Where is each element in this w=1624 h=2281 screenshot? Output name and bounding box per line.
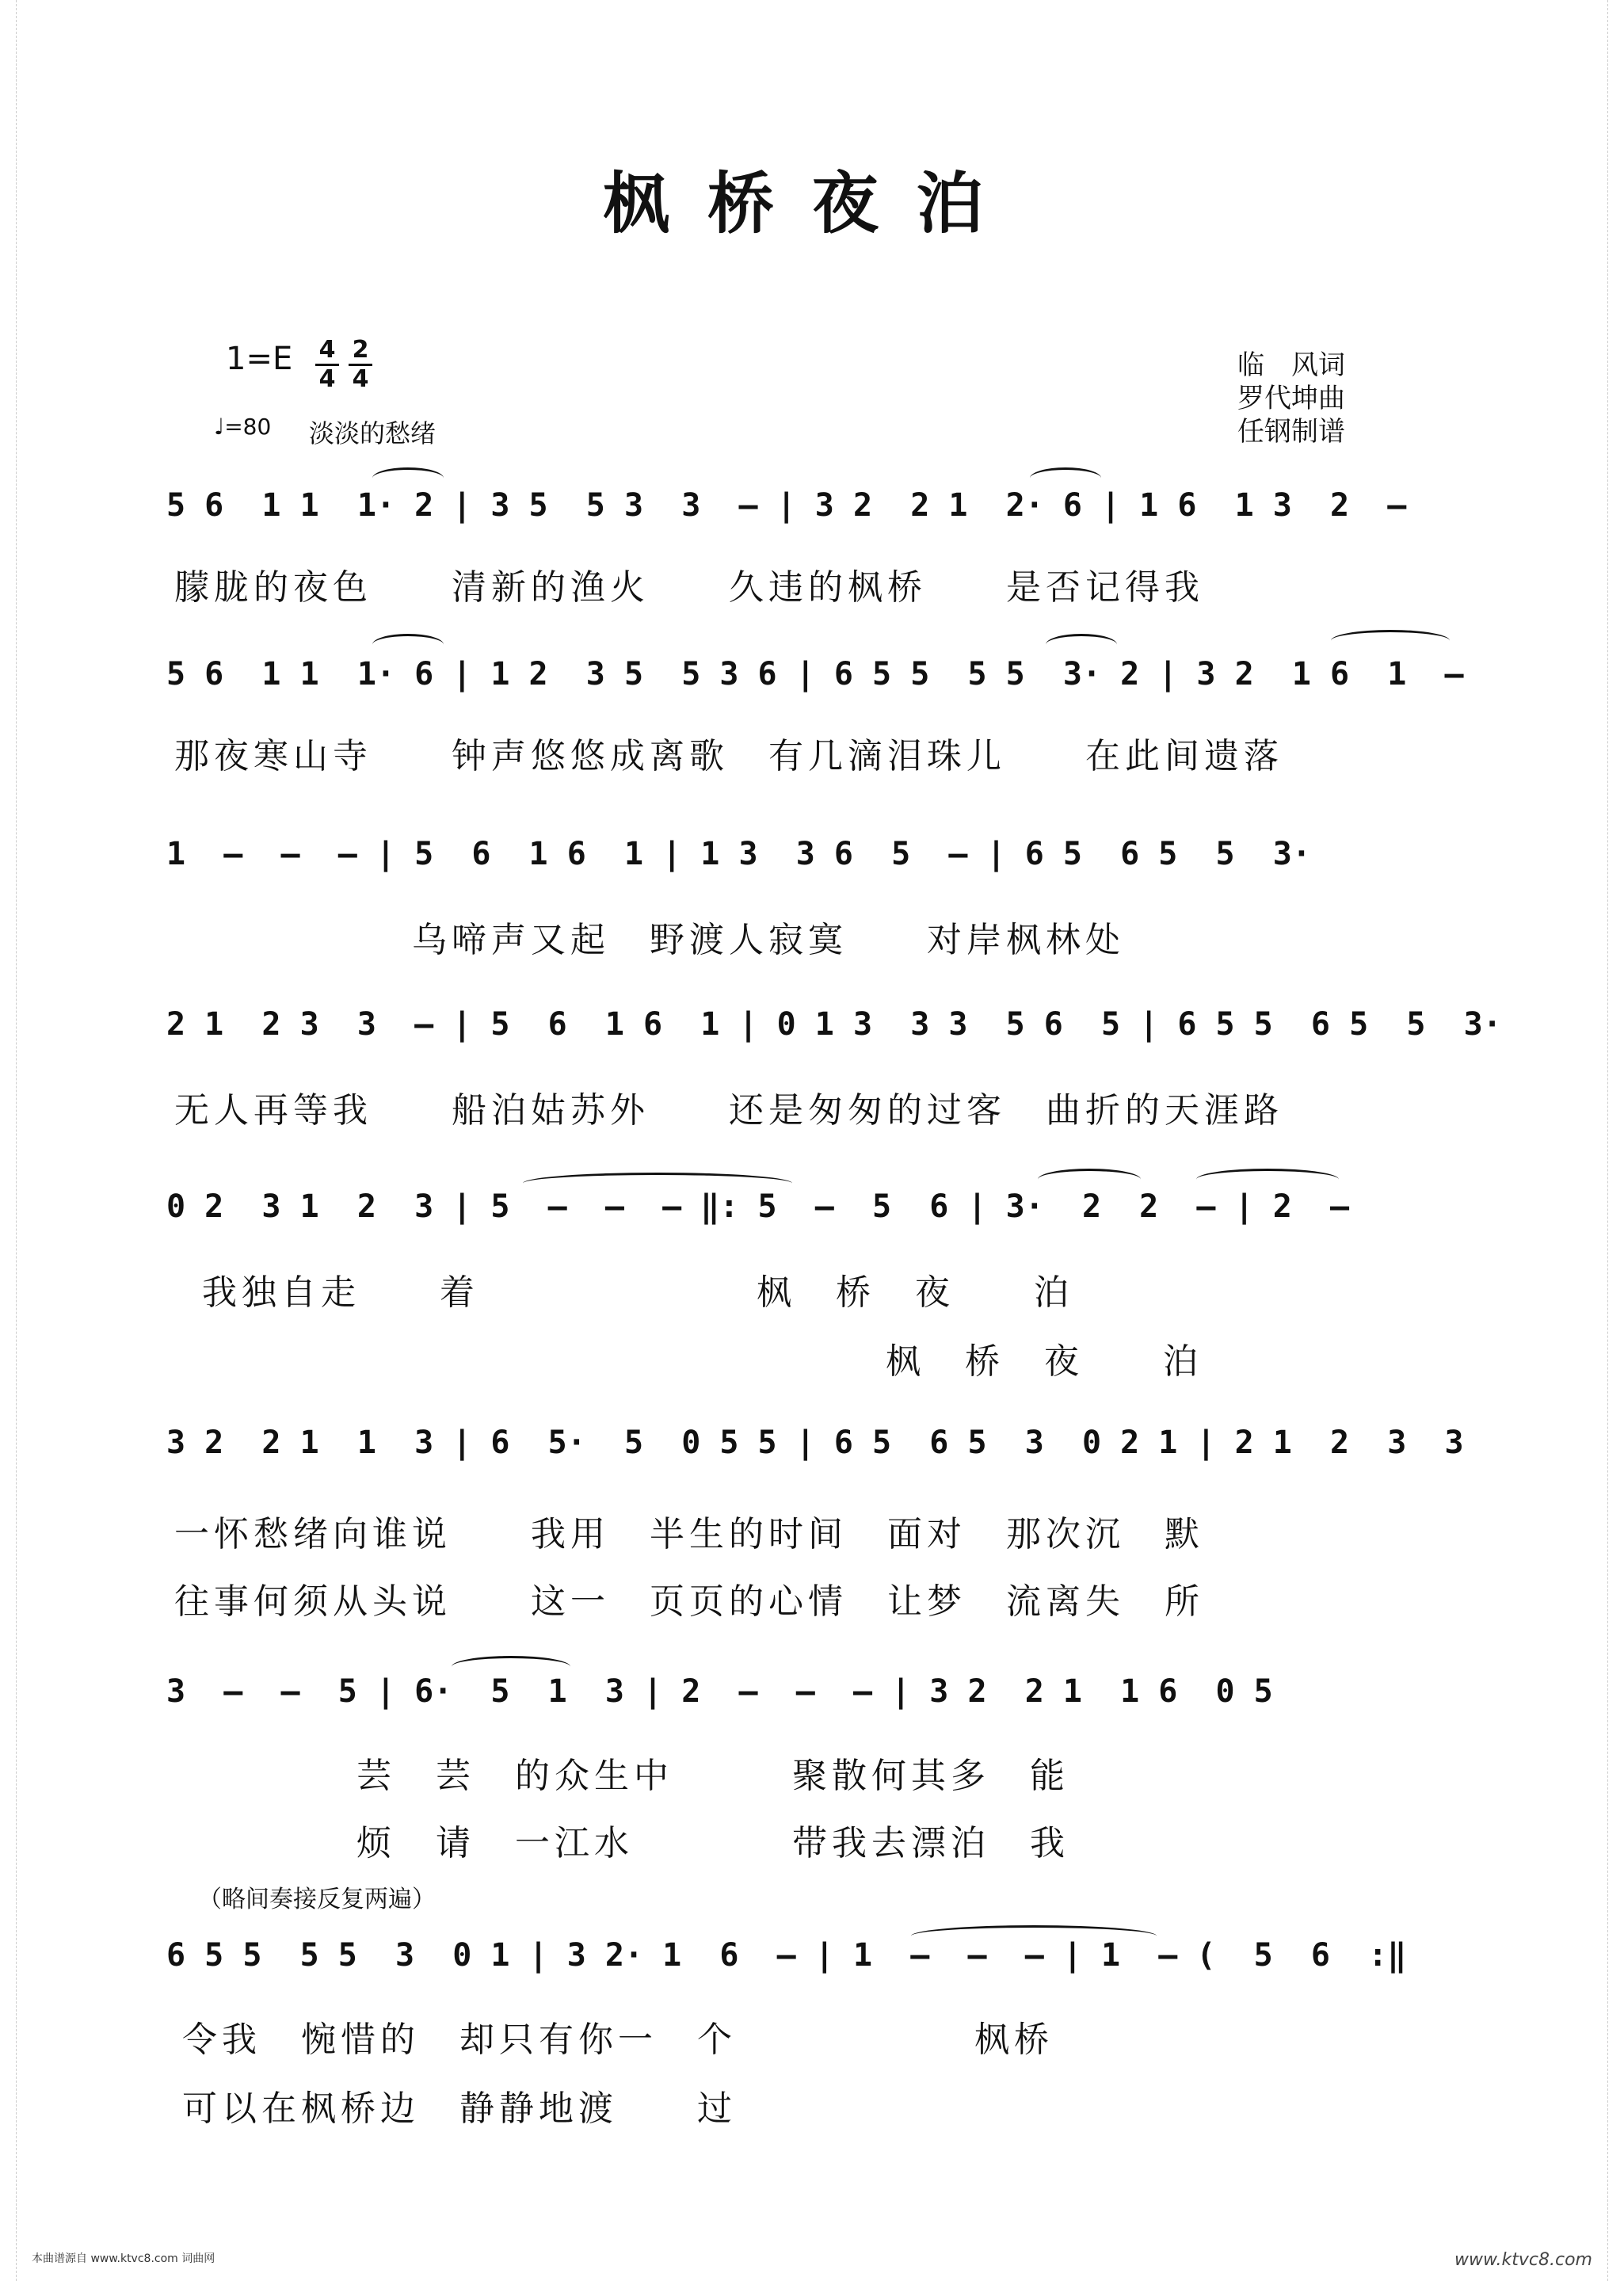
lyrics-line-1: 朦胧的夜色 清新的渔火 久违的枫桥 是否记得我	[174, 567, 1204, 608]
slur-mark	[1196, 1169, 1339, 1190]
left-margin-strip	[0, 0, 17, 2281]
lyrics-line-7a: 芸 芸 的众生中 聚散何其多 能	[356, 1756, 1069, 1796]
lyrics-line-7b: 烦 请 一江水 带我去漂泊 我	[356, 1823, 1069, 1863]
notation-line-7: 3 – – 5 | 6· 5 1 3 | 2 – – – | 3 2 2 1 1 6 0 5	[166, 1673, 1273, 1710]
notation-line-8: 6 5 5 5 5 3 0 1 | 3 2· 1 6 – | 1 – – – | 1 – ( 5 6 :‖	[166, 1937, 1407, 1974]
notation-line-5: 0 2 3 1 2 3 | 5 – – – ‖: 5 – 5 6 | 3· 2 2 – | 2 –	[166, 1188, 1350, 1225]
notation-line-6: 3 2 2 1 1 3 | 6 5· 5 0 5 5 | 6 5 6 5 3 0 2 1 | 2 1 2 3 3	[166, 1425, 1464, 1461]
lyrics-line-6a: 一怀愁绪向谁说 我用 半生的时间 面对 那次沉 默	[174, 1514, 1204, 1554]
time-signature-1: 4 4	[315, 337, 339, 393]
slur-mark	[1038, 1169, 1141, 1190]
credits	[1237, 349, 1345, 448]
slur-mark	[911, 1925, 1157, 1947]
footer-source: 本曲谱源自 www.ktvc8.com 词曲网	[32, 2252, 215, 2265]
lyrics-line-2: 那夜寒山寺 钟声悠悠成离歌 有几滴泪珠儿 在此间遗落	[174, 736, 1283, 776]
slur-mark	[1030, 467, 1101, 489]
footer-watermark: www.ktvc8.com	[1454, 2250, 1592, 2270]
lyrics-line-4: 无人再等我 船泊姑苏外 还是匆匆的过客 曲折的天涯路	[174, 1090, 1283, 1131]
lyrics-line-6b: 往事何须从头说 这一 页页的心情 让梦 流离失 所	[174, 1581, 1204, 1622]
tempo-marking: ♩=80	[214, 414, 272, 440]
lyrics-line-5b: 枫 桥 夜 泊	[886, 1341, 1203, 1382]
lyricist-credit: 临 风词	[1237, 349, 1345, 381]
interlude-note: （略间奏接反复两遍）	[198, 1886, 436, 1913]
notation-line-3: 1 – – – | 5 6 1 6 1 | 1 3 3 6 5 – | 6 5 6 5 5 3·	[166, 836, 1311, 872]
song-title: 枫桥夜泊	[602, 164, 1021, 242]
transcriber-credit: 任钢制谱	[1237, 416, 1345, 448]
right-margin-strip	[1607, 0, 1624, 2281]
key-signature: 1=E	[226, 341, 293, 377]
slur-mark	[372, 467, 444, 489]
lyrics-line-3: 乌啼声又起 野渡人寂寞 对岸枫林处	[174, 920, 1125, 960]
notation-line-4: 2 1 2 3 3 – | 5 6 1 6 1 | 0 1 3 3 3 5 6 5 | 6 5 5 6 5 5 3·	[166, 1006, 1502, 1043]
slur-mark	[1331, 630, 1450, 651]
slur-mark	[452, 1656, 570, 1677]
lyrics-line-5a: 我独自走 着 枫 桥 夜 泊	[202, 1272, 1073, 1313]
time-signature-2: 2 4	[349, 337, 372, 393]
notation-line-1: 5 6 1 1 1· 2 | 3 5 5 3 3 – | 3 2 2 1 2· 6 | 1 6 1 3 2 –	[166, 487, 1407, 524]
slur-mark	[1046, 634, 1117, 655]
notation-line-2: 5 6 1 1 1· 6 | 1 2 3 5 5 3 6 | 6 5 5 5 5 3· 2 | 3 2 1 6 1 –	[166, 656, 1464, 692]
slur-mark	[523, 1173, 792, 1194]
slur-mark	[372, 634, 444, 655]
composer-credit: 罗代坤曲	[1237, 383, 1345, 414]
lyrics-line-8b: 可以在枫桥边 静静地渡 过	[182, 2088, 737, 2129]
mood-marking: 淡淡的愁绪	[309, 418, 436, 448]
lyrics-line-8a: 令我 惋惜的 却只有你一 个 枫桥	[182, 2020, 1054, 2060]
